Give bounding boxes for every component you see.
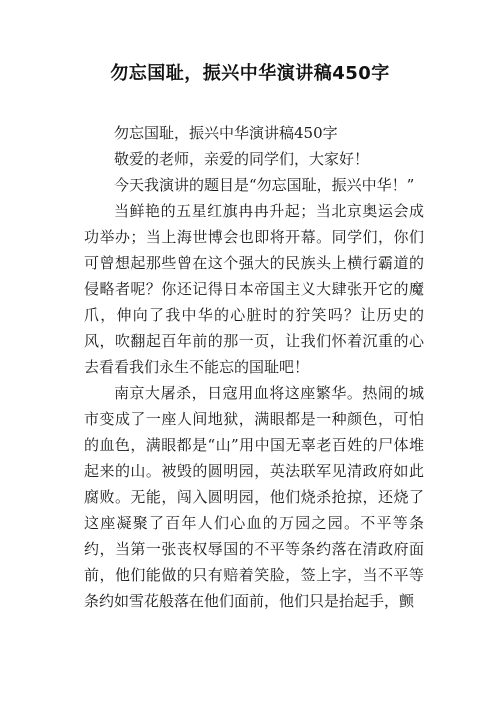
document-body	[84, 120, 424, 614]
paragraph-topic: 今天我演讲的题目是“勿忘国耻，振兴中华！”	[114, 176, 415, 194]
paragraph-greeting: 敬爱的老师，亲爱的同学们，大家好！	[114, 150, 370, 168]
paragraph-heading-repeat: 勿忘国耻，振兴中华演讲稿450字	[114, 124, 338, 142]
paragraph-humiliation: 南京大屠杀，日寇用血将这座繁华。热闹的城市变成了一座人间地狱，满眼都是一种颜色，可怕的血色，满眼都是“山”用中国无辜老百姓的尸体堆起来的山。被毁的圆明园，英法联军见清政府如此腐败。无能，闯入圆明园，他们烧杀抢掠，还烧了这座凝聚了百年人们心血的万园之园。不平等条约，当第一张丧权辱国的不平等条约落在清政府面前，他们能做的只有赔着笑脸，签上字，当不平等条约如雪花般落在他们面前，他们只是抬起手，颤	[84, 384, 424, 610]
paragraph-history: 当鲜艳的五星红旗冉冉升起；当北京奥运会成功举办；当上海世博会也即将开幕。同学们，你们可曾想起那些曾在这个强大的民族头上横行霸道的侵略者呢？你还记得日本帝国主义大肆张开它的魔爪，伸向了我中华的心脏时的狞笑吗？让历史的风，吹翻起百年前的那一页，让我们怀着沉重的心去看看我们永生不能忘的国耻吧！	[84, 202, 424, 376]
document-title: 勿忘国耻，振兴中华演讲稿450字	[110, 63, 390, 84]
